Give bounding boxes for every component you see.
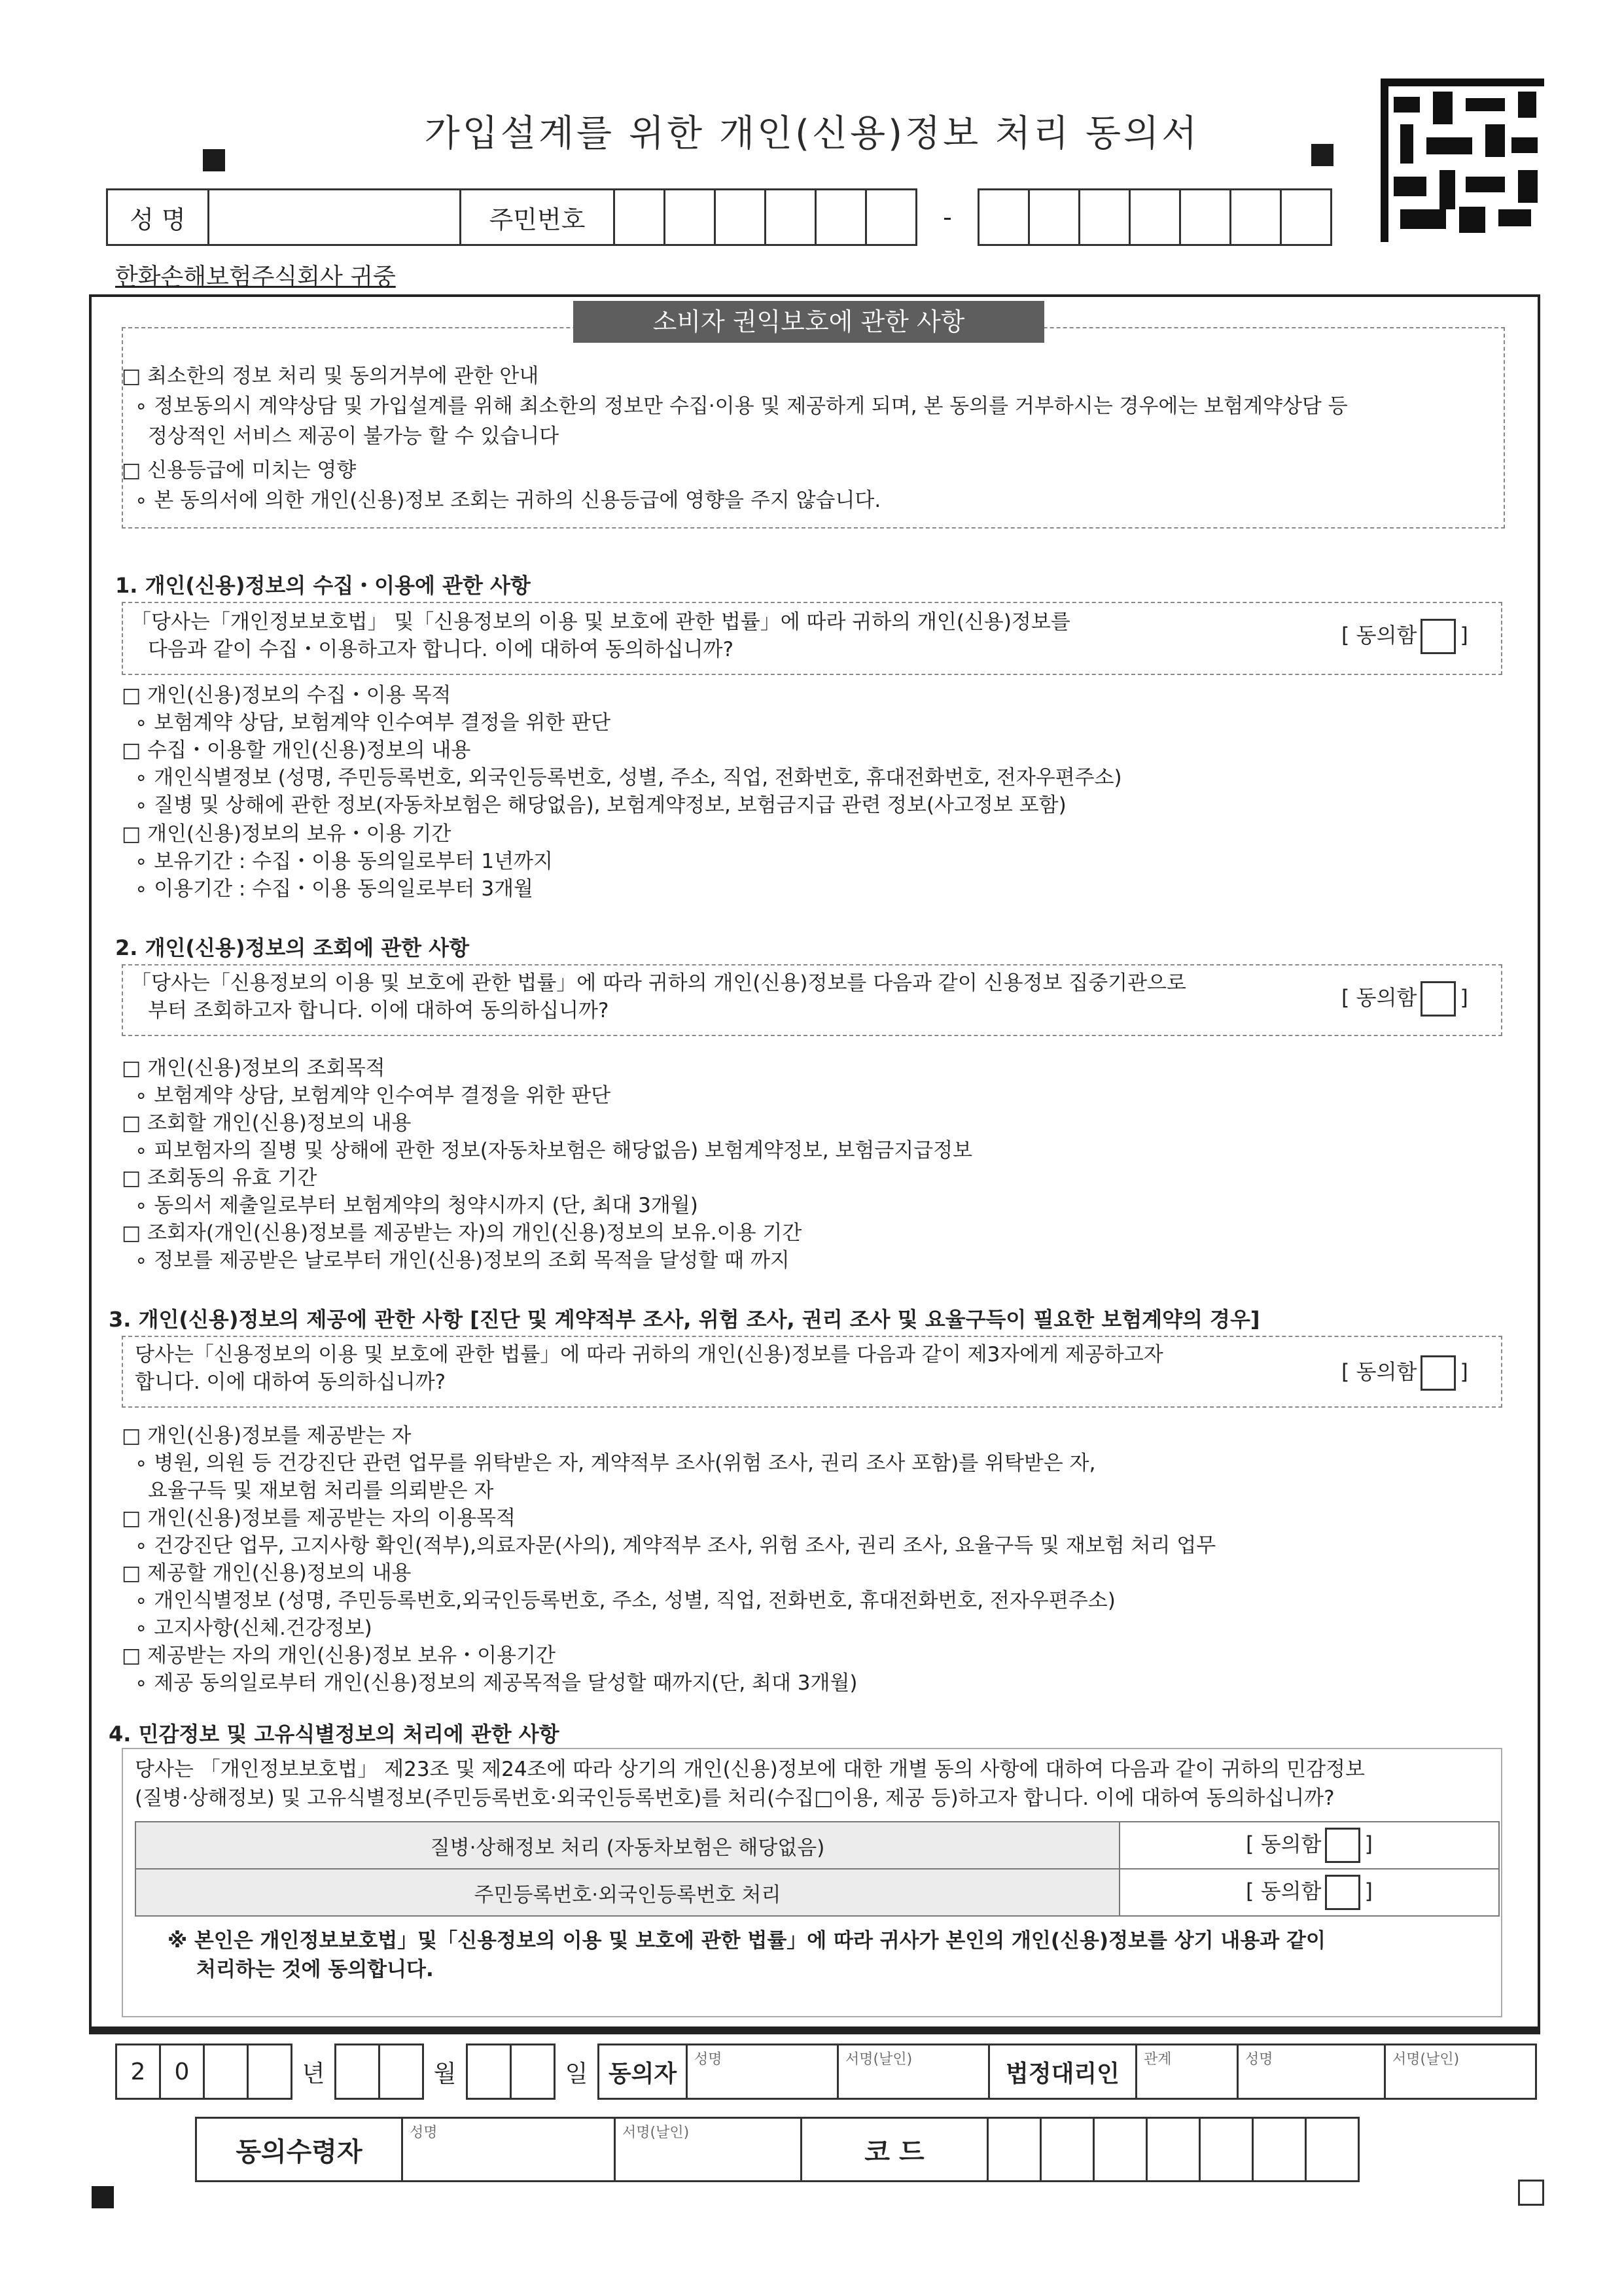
code-digit-box[interactable] xyxy=(1094,2118,1147,2182)
section1-agree-checkbox[interactable] xyxy=(1421,619,1456,654)
year-digit-box[interactable]: 0 xyxy=(160,2045,204,2099)
notice-line: ∘ 정보동의시 계약상담 및 가입설계를 위해 최소한의 정보만 수집·이용 및 제공하게 되며, 본 동의를 거부하시는 경우에는 보험계약상담 등 xyxy=(135,394,1348,418)
section2-title: 2. 개인(신용)정보의 조회에 관한 사항 xyxy=(115,935,470,960)
rrn-separator: - xyxy=(917,190,979,245)
applicant-info-table xyxy=(106,188,1332,246)
sensitive-info-table xyxy=(135,1821,1500,1917)
code-digit-box[interactable] xyxy=(1306,2118,1359,2182)
consenter-label: 동의자 xyxy=(599,2045,687,2099)
name-hint: 성명 xyxy=(1245,2051,1273,2068)
section1-question-line: 다음과 같이 수집・이용하고자 합니다. 이에 대하여 동의하십니까? xyxy=(148,638,734,661)
section3-item: □ 개인(신용)정보를 제공받는 자 xyxy=(122,1424,412,1448)
day-label: 일 xyxy=(555,2045,599,2099)
rrn-digit-box[interactable] xyxy=(1180,190,1231,245)
agree-close: ] xyxy=(1364,1879,1373,1904)
section1-item: □ 수집・이용할 개인(신용)정보의 내용 xyxy=(122,739,471,762)
section3-title: 3. 개인(신용)정보의 제공에 관한 사항 [진단 및 계약적부 조사, 위험 조사, 권리 조사 및 요율구득이 필요한 보험계약의 경우] xyxy=(109,1307,1260,1332)
section3-item: ∘ 고지사항(신체.건강정보) xyxy=(135,1616,372,1640)
code-digit-box[interactable] xyxy=(1253,2118,1306,2182)
month-digit-box[interactable] xyxy=(380,2045,423,2099)
section3-question-line: 합니다. 이에 대하여 동의하십니까? xyxy=(135,1370,446,1394)
month-digit-box[interactable] xyxy=(336,2045,380,2099)
section1-item: ∘ 개인식별정보 (성명, 주민등록번호, 외국인등록번호, 성별, 주소, 직업, 전화번호, 휴대전화번호, 전자우편주소) xyxy=(135,766,1122,790)
relation-hint: 관계 xyxy=(1144,2051,1172,2068)
agree-close: ] xyxy=(1460,985,1468,1010)
sensitive-row-label: 주민등록번호·외국인등록번호 처리 xyxy=(135,1869,1120,1916)
section1-item: □ 개인(신용)정보의 수집・이용 목적 xyxy=(122,684,451,707)
rrn-digit-box[interactable] xyxy=(766,190,816,245)
name-input[interactable] xyxy=(209,190,461,245)
rep-sign-field[interactable] xyxy=(1385,2045,1536,2099)
section1-item: ∘ 보유기간 : 수집・이용 동의일로부터 1년까지 xyxy=(135,850,553,873)
agree-label: [ 동의함 xyxy=(1341,1359,1417,1384)
name-label: 성 명 xyxy=(107,190,209,245)
rrn-digit-box[interactable] xyxy=(665,190,715,245)
sign-hint: 서명(날인) xyxy=(1392,2051,1460,2068)
year-digit-box[interactable] xyxy=(248,2045,292,2099)
section3-agree-checkbox[interactable] xyxy=(1421,1355,1456,1391)
section1-item: □ 개인(신용)정보의 보유・이용 기간 xyxy=(122,822,451,846)
rrn-digit-box[interactable] xyxy=(614,190,665,245)
code-digit-box[interactable] xyxy=(1147,2118,1200,2182)
day-digit-box[interactable] xyxy=(467,2045,511,2099)
code-digit-box[interactable] xyxy=(988,2118,1041,2182)
agree-close: ] xyxy=(1364,1832,1373,1856)
section4-title: 4. 민감정보 및 고유식별정보의 처리에 관한 사항 xyxy=(109,1722,559,1747)
section1-item: ∘ 보험계약 상담, 보험계약 인수여부 결정을 위한 판단 xyxy=(135,711,611,735)
year-label: 년 xyxy=(292,2045,336,2099)
declaration-line: ※ 본인은 개인정보보호법」및「신용정보의 이용 및 보호에 관한 법률」에 따라 귀사가 본인의 개인(신용)정보를 상기 내용과 같이 xyxy=(168,1929,1326,1953)
sign-hint: 서명(날인) xyxy=(845,2051,913,2068)
section2-item: □ 조회동의 유효 기간 xyxy=(122,1166,317,1190)
year-digit-box[interactable]: 2 xyxy=(116,2045,160,2099)
health-info-agree-checkbox[interactable] xyxy=(1325,1828,1360,1863)
name-hint: 성명 xyxy=(694,2051,722,2068)
code-label: 코 드 xyxy=(802,2118,988,2182)
section2-item: ∘ 정보를 제공받은 날로부터 개인(신용)정보의 조회 목적을 달성할 때 까지 xyxy=(135,1249,790,1272)
section3-item: 요율구득 및 재보험 처리를 의뢰받은 자 xyxy=(148,1479,494,1503)
qr-code-icon xyxy=(1381,78,1544,242)
page-title: 가입설계를 위한 개인(신용)정보 처리 동의서 xyxy=(424,113,1200,155)
section3-item: ∘ 제공 동의일로부터 개인(신용)정보의 제공목적을 달성할 때까지(단, 최대 3개월) xyxy=(135,1671,858,1695)
consenter-sign-field[interactable] xyxy=(838,2045,989,2099)
section4-intro-line: 당사는 「개인정보보호법」 제23조 및 제24조에 따라 상기의 개인(신용)정보에 대한 개별 동의 사항에 대하여 다음과 같이 귀하의 민감정보 xyxy=(135,1758,1365,1781)
section1-question-line: 「당사는「개인정보보호법」 및「신용정보의 이용 및 보호에 관한 법률」에 따라 귀하의 개인(신용)정보를 xyxy=(131,610,1070,634)
rrn-digit-box[interactable] xyxy=(715,190,766,245)
section2-item: ∘ 보험계약 상담, 보험계약 인수여부 결정을 위한 판단 xyxy=(135,1084,611,1107)
year-digit-box[interactable] xyxy=(204,2045,248,2099)
rrn-label: 주민번호 xyxy=(461,190,614,245)
month-label: 월 xyxy=(423,2045,467,2099)
sensitive-row-label: 질병·상해정보 처리 (자동차보험은 해당없음) xyxy=(135,1822,1120,1869)
notice-line: □ 최소한의 정보 처리 및 동의거부에 관한 안내 xyxy=(122,364,539,388)
section2-item: ∘ 동의서 제출일로부터 보험계약의 청약시까지 (단, 최대 3개월) xyxy=(135,1194,698,1217)
consenter-name-field[interactable] xyxy=(687,2045,838,2099)
rrn-digit-box[interactable] xyxy=(1281,190,1332,245)
rrn-digit-box[interactable] xyxy=(866,190,917,245)
section2-agree xyxy=(1341,981,1468,1017)
rrn-digit-box[interactable] xyxy=(979,190,1029,245)
agree-label: [ 동의함 xyxy=(1246,1832,1322,1856)
section1-item: ∘ 질병 및 상해에 관한 정보(자동차보험은 해당없음), 보험계약정보, 보험금지급 관련 정보(사고정보 포함) xyxy=(135,793,1067,817)
declaration-line: 처리하는 것에 동의합니다. xyxy=(196,1958,434,1981)
agree-close: ] xyxy=(1460,623,1468,648)
rrn-digit-box[interactable] xyxy=(1080,190,1130,245)
notice-line: 정상적인 서비스 제공이 불가능 할 수 있습니다 xyxy=(148,425,559,448)
name-hint: 성명 xyxy=(410,2125,438,2141)
recipient-line: 한화손해보험주식회사 귀중 xyxy=(115,264,396,290)
section1-title: 1. 개인(신용)정보의 수집・이용에 관한 사항 xyxy=(115,573,531,598)
section3-item: ∘ 건강진단 업무, 고지사항 확인(적부),의료자문(사의), 계약적부 조사, 위험 조사, 권리 조사, 요율구득 및 재보험 처리 업무 xyxy=(135,1534,1216,1557)
receiver-label: 동의수령자 xyxy=(196,2118,402,2182)
section1-agree xyxy=(1341,619,1468,654)
agree-label: [ 동의함 xyxy=(1341,985,1417,1010)
sign-hint: 서명(날인) xyxy=(622,2125,690,2141)
section2-item: □ 조회할 개인(신용)정보의 내용 xyxy=(122,1111,412,1135)
rrn-digit-box[interactable] xyxy=(1130,190,1180,245)
signature-table xyxy=(115,2044,1537,2100)
section3-item: □ 제공할 개인(신용)정보의 내용 xyxy=(122,1561,412,1585)
rrn-digit-box[interactable] xyxy=(816,190,866,245)
rep-relation-field[interactable] xyxy=(1137,2045,1238,2099)
notice-line: ∘ 본 동의서에 의한 개인(신용)정보 조회는 귀하의 신용등급에 영향을 주지 않습니다. xyxy=(135,489,881,512)
day-digit-box[interactable] xyxy=(511,2045,555,2099)
code-digit-box[interactable] xyxy=(1200,2118,1253,2182)
receiver-table xyxy=(195,2117,1360,2182)
receiver-sign-field[interactable] xyxy=(615,2118,802,2182)
section3-question-line: 당사는「신용정보의 이용 및 보호에 관한 법률」에 따라 귀하의 개인(신용)정보를 다음과 같이 제3자에게 제공하고자 xyxy=(135,1343,1163,1366)
section3-item: □ 개인(신용)정보를 제공받는 자의 이용목적 xyxy=(122,1506,516,1530)
section3-item: □ 제공받는 자의 개인(신용)정보 보유・이용기간 xyxy=(122,1644,556,1667)
section2-agree-checkbox[interactable] xyxy=(1421,981,1456,1017)
section3-item: ∘ 병원, 의원 등 건강진단 관련 업무를 위탁받은 자, 계약적부 조사(위험 조사, 권리 조사 포함)를 위탁받은 자, xyxy=(135,1452,1096,1475)
section1-item: ∘ 이용기간 : 수집・이용 동의일로부터 3개월 xyxy=(135,877,533,901)
rrn-digit-box[interactable] xyxy=(1029,190,1080,245)
receiver-name-field[interactable] xyxy=(402,2118,615,2182)
section2-question-line: 부터 조회하고자 합니다. 이에 대하여 동의하십니까? xyxy=(148,999,609,1022)
notice-line: □ 신용등급에 미치는 영향 xyxy=(122,459,357,482)
section2-question-line: 「당사는「신용정보의 이용 및 보호에 관한 법률」에 따라 귀하의 개인(신용)정보를 다음과 같이 신용정보 집중기관으로 xyxy=(131,971,1186,995)
agree-close: ] xyxy=(1460,1359,1468,1384)
unique-id-agree-checkbox[interactable] xyxy=(1325,1875,1360,1910)
agree-label: [ 동의함 xyxy=(1341,623,1417,648)
rep-name-field[interactable] xyxy=(1238,2045,1385,2099)
legal-rep-label: 법정대리인 xyxy=(989,2045,1137,2099)
rrn-digit-box[interactable] xyxy=(1231,190,1281,245)
section2-item: □ 조회자(개인(신용)정보를 제공받는 자)의 개인(신용)정보의 보유.이용 기간 xyxy=(122,1221,802,1245)
sensitive-row-agree xyxy=(1120,1822,1499,1869)
registration-mark xyxy=(1518,2180,1544,2206)
section3-item: ∘ 개인식별정보 (성명, 주민등록번호,외국인등록번호, 주소, 성별, 직업, 전화번호, 휴대전화번호, 전자우편주소) xyxy=(135,1589,1116,1612)
section3-agree xyxy=(1341,1355,1468,1391)
sensitive-row-agree xyxy=(1120,1869,1499,1916)
registration-mark xyxy=(92,2186,114,2208)
frame-divider xyxy=(92,2026,1540,2032)
agree-label: [ 동의함 xyxy=(1246,1879,1322,1904)
section2-item: □ 개인(신용)정보의 조회목적 xyxy=(122,1056,385,1080)
consumer-notice-title: 소비자 권익보호에 관한 사항 xyxy=(573,301,1044,343)
section4-intro-line: (질병·상해정보) 및 고유식별정보(주민등록번호·외국인등록번호)를 처리(수집□이용, 제공 등)하고자 합니다. 이에 대하여 동의하십니까? xyxy=(135,1786,1335,1810)
section2-item: ∘ 피보험자의 질병 및 상해에 관한 정보(자동차보험은 해당없음) 보험계약정보, 보험금지급정보 xyxy=(135,1139,973,1162)
registration-mark xyxy=(1311,144,1333,166)
registration-mark xyxy=(203,149,225,171)
code-digit-box[interactable] xyxy=(1041,2118,1094,2182)
